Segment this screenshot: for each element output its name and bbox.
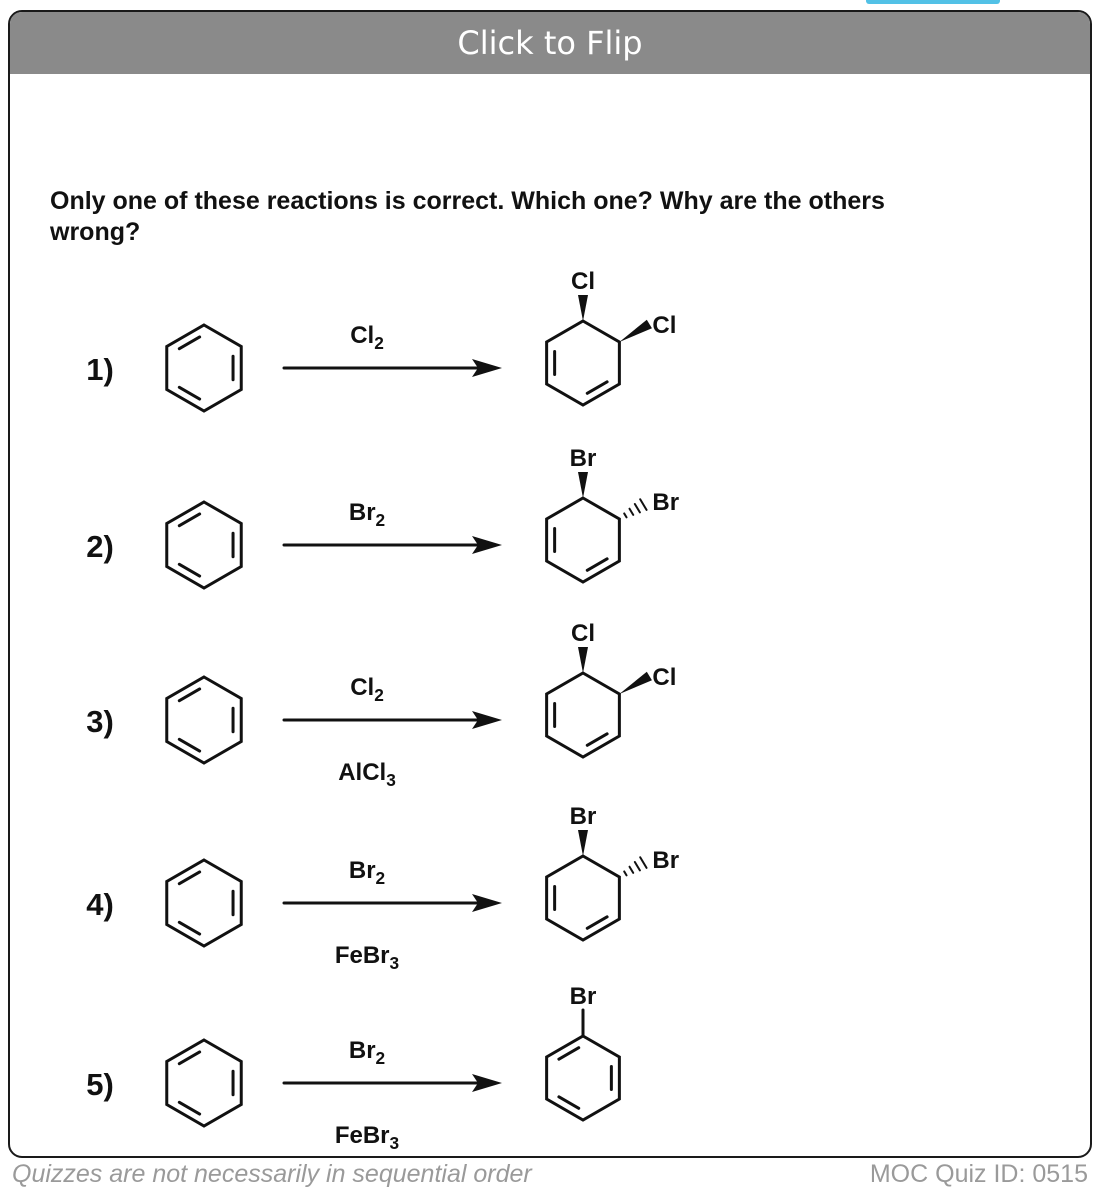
hash-line xyxy=(640,499,646,510)
ring-outline xyxy=(547,321,620,405)
reaction-number: 2) xyxy=(86,529,114,564)
formula-subscript: 2 xyxy=(375,1048,386,1068)
cyclohexadiene-product xyxy=(547,856,620,940)
formula-base: AlCl xyxy=(338,759,387,786)
product-side-halogen: Cl xyxy=(652,312,677,339)
bromobenzene-product xyxy=(547,1036,620,1120)
formula-subscript: 3 xyxy=(389,1133,400,1153)
reagent-label xyxy=(350,322,384,353)
product-side-halogen: Cl xyxy=(652,664,677,691)
side-hash-bond xyxy=(624,857,646,875)
top-wedge-bond xyxy=(578,830,588,856)
formula-base: Cl xyxy=(350,322,375,349)
hash-line xyxy=(640,857,646,868)
ring-outline xyxy=(167,325,241,411)
ring-outline xyxy=(547,1036,620,1120)
footer-note: Quizzes are not necessarily in sequential order xyxy=(12,1160,532,1188)
benzene-reactant xyxy=(167,325,241,411)
question-text: Only one of these reactions is correct. Which one? Why are the others wrong? xyxy=(50,187,885,246)
product-top-halogen: Br xyxy=(569,803,597,830)
formula-subscript: 2 xyxy=(374,333,384,353)
ring-outline xyxy=(167,677,241,763)
cyclohexadiene-product xyxy=(547,321,620,405)
quiz-id: MOC Quiz ID: 0515 xyxy=(869,1160,1088,1188)
ring-outline xyxy=(547,673,620,757)
side-wedge-bond xyxy=(619,320,652,342)
product-side-halogen: Br xyxy=(652,489,680,516)
reagent-label xyxy=(350,674,384,705)
formula-base: FeBr xyxy=(334,942,390,969)
product-top-halogen: Br xyxy=(569,983,597,1010)
formula-base: Br xyxy=(348,499,376,526)
product-top-halogen: Br xyxy=(569,445,597,472)
reagent-label xyxy=(349,857,385,888)
product-side-halogen: Br xyxy=(652,847,680,874)
top-wedge-bond xyxy=(578,647,588,673)
catalyst-label xyxy=(335,942,399,973)
ring-outline xyxy=(167,1040,241,1126)
formula-subscript: 2 xyxy=(375,868,386,888)
hash-line xyxy=(624,871,626,875)
reaction-number: 4) xyxy=(86,887,114,922)
reaction-1 xyxy=(86,268,676,387)
hash-line xyxy=(624,513,626,517)
hash-line xyxy=(635,862,640,870)
formula-subscript: 3 xyxy=(389,953,400,973)
hash-line xyxy=(630,509,634,515)
ring-outline xyxy=(167,860,241,946)
formula-base: Br xyxy=(348,857,376,884)
reaction-number: 1) xyxy=(86,352,114,387)
side-hash-bond xyxy=(624,499,646,517)
catalyst-label xyxy=(335,1122,399,1153)
reaction-5 xyxy=(86,983,596,1102)
top-wedge-bond xyxy=(578,295,588,321)
formula-base: Br xyxy=(348,1037,376,1064)
reaction-3 xyxy=(86,620,676,739)
ring-outline xyxy=(547,856,620,940)
side-wedge-bond xyxy=(619,672,652,694)
benzene-reactant xyxy=(167,502,241,588)
reaction-4 xyxy=(86,803,679,922)
formula-subscript: 2 xyxy=(375,510,386,530)
flip-label: Click to Flip xyxy=(457,24,643,62)
catalyst-label xyxy=(338,759,396,790)
hash-line xyxy=(635,504,640,512)
cyclohexadiene-product xyxy=(547,673,620,757)
ring-outline xyxy=(547,498,620,582)
reaction-number: 5) xyxy=(86,1067,114,1102)
ring-outline xyxy=(167,502,241,588)
formula-base: Cl xyxy=(350,674,375,701)
formula-subscript: 3 xyxy=(386,770,396,790)
reaction-2 xyxy=(86,445,679,564)
benzene-reactant xyxy=(167,860,241,946)
benzene-reactant xyxy=(167,1040,241,1126)
formula-base: FeBr xyxy=(334,1122,390,1149)
reagent-label xyxy=(349,1037,385,1068)
product-top-halogen: Cl xyxy=(571,268,595,295)
product-top-halogen: Cl xyxy=(571,620,595,647)
hash-line xyxy=(630,867,634,873)
top-wedge-bond xyxy=(578,472,588,498)
benzene-reactant xyxy=(167,677,241,763)
formula-subscript: 2 xyxy=(374,685,384,705)
reaction-number: 3) xyxy=(86,704,114,739)
cyclohexadiene-product xyxy=(547,498,620,582)
reagent-label xyxy=(349,499,385,530)
